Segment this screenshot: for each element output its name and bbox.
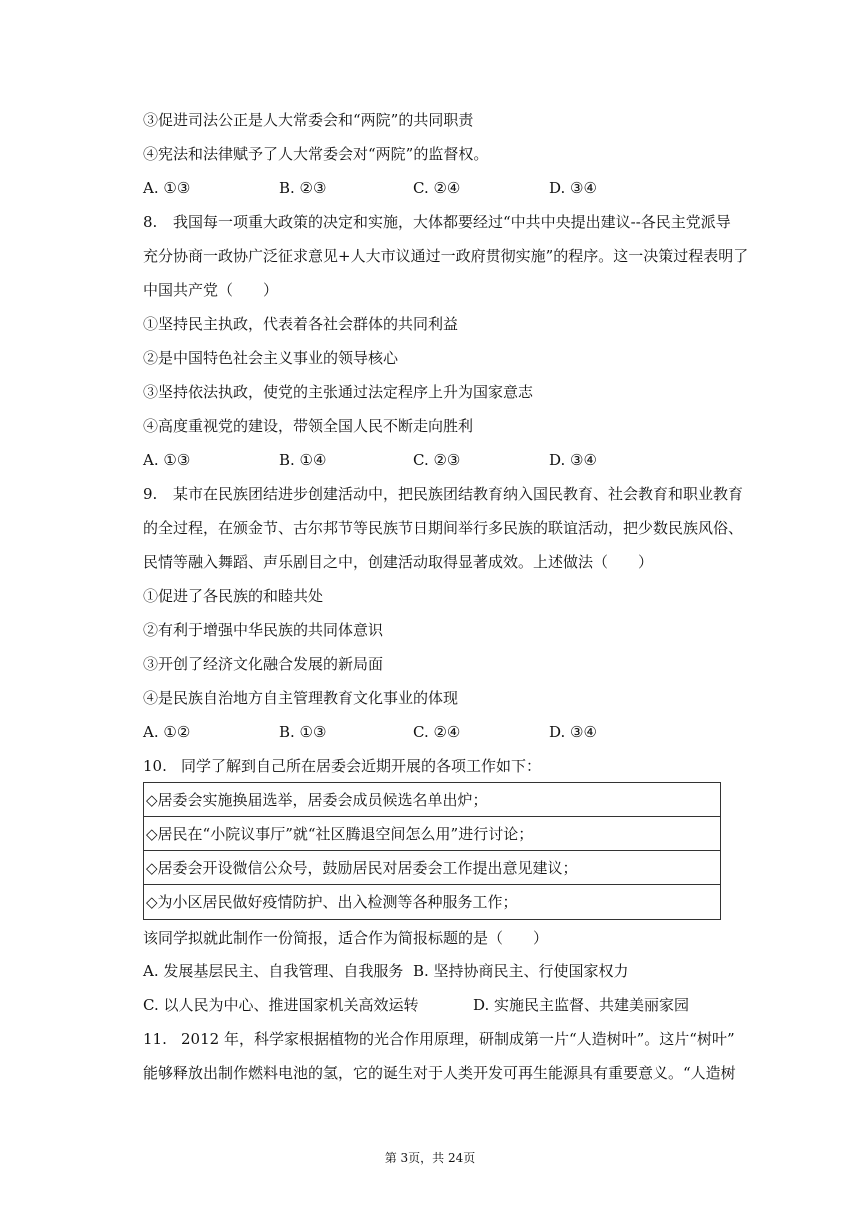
q10-material-box (143, 782, 721, 920)
q8-stem-line-3: 中国共产党（ ） (143, 281, 279, 299)
q11-stem-line-1 (143, 1029, 735, 1049)
q11-number: 11. (143, 1030, 167, 1048)
q9-stem-line-3: 民情等融入舞蹈、声乐剧目之中，创建活动取得显著成效。上述做法（ ） (143, 553, 654, 571)
q11-stem-line-2: 能够释放出制作燃料电池的氢，它的诞生对于人类开发可再生能源具有重要意义。“人造树 (143, 1064, 736, 1082)
q10-box-text: ◇居委会开设微信公众号，鼓励居民对居委会工作提出意见建议； (146, 859, 578, 877)
q10-box-row (144, 851, 720, 885)
q10-box-text: ◇居民在“小院议事厅”就“社区腾退空间怎么用”进行讨论； (146, 825, 534, 843)
q8-item-1: ①坚持民主执政，代表着各社会群体的共同利益 (143, 315, 459, 333)
q11-stem-text-1: 2012 年，科学家根据植物的光合作用原理，研制成第一片“人造树叶”。这片“树叶” (181, 1030, 735, 1048)
page-footer: 第 3页，共 24页 (384, 1151, 476, 1165)
q10-option-c[interactable]: C. 以人民为中心、推进国家机关高效运转 (143, 996, 419, 1014)
q10-number: 10. (143, 757, 167, 775)
q7-option-b[interactable]: B. ②③ (279, 179, 327, 197)
q10-options-row-2 (143, 995, 723, 1015)
q9-item-2: ②有利于增强中华民族的共同体意识 (143, 621, 384, 639)
q10-box-row (144, 783, 720, 817)
q9-stem-text-1: 某市在民族团结进步创建活动中，把民族团结教育纳入国民教育、社会教育和职业教育 (173, 485, 744, 503)
q10-option-a[interactable]: A. 发展基层民主、自我管理、自我服务 (143, 962, 404, 980)
q8-item-4: ④高度重视党的建设，带领全国人民不断走向胜利 (143, 417, 474, 435)
q7-option-c[interactable]: C. ②④ (413, 179, 461, 197)
q8-stem-line-1 (143, 212, 731, 232)
q8-option-a[interactable]: A. ①③ (143, 451, 191, 469)
q9-item-1: ①促进了各民族的和睦共处 (143, 587, 324, 605)
q8-item-3: ③坚持依法执政，使党的主张通过法定程序上升为国家意志 (143, 383, 534, 401)
q8-option-d[interactable]: D. ③④ (549, 451, 597, 469)
q9-option-b[interactable]: B. ①③ (279, 723, 327, 741)
q8-option-b[interactable]: B. ①④ (279, 451, 327, 469)
q8-number: 8. (143, 213, 158, 231)
q7-item-3: ③促进司法公正是人大常委会和“两院”的共同职责 (143, 111, 474, 129)
q8-options (143, 450, 723, 470)
q7-option-d[interactable]: D. ③④ (549, 179, 597, 197)
q8-stem-text-1: 我国每一项重大政策的决定和实施，大体都要经过“中共中央提出建议--各民主党派导 (173, 213, 731, 231)
q8-option-c[interactable]: C. ②③ (413, 451, 461, 469)
q10-option-d[interactable]: D. 实施民主监督、共建美丽家园 (473, 996, 690, 1014)
q10-options-row-1 (143, 961, 723, 981)
q10-stem-text: 同学了解到自己所在居委会近期开展的各项工作如下： (181, 757, 542, 775)
q9-number: 9. (143, 485, 158, 503)
q9-option-d[interactable]: D. ③④ (549, 723, 597, 741)
q9-option-c[interactable]: C. ②④ (413, 723, 461, 741)
q10-box-row (144, 817, 720, 851)
q7-option-a[interactable]: A. ①③ (143, 179, 191, 197)
q7-options (143, 178, 723, 198)
q10-question: 该同学拟就此制作一份简报，适合作为简报标题的是（ ） (143, 929, 549, 947)
q9-item-4: ④是民族自治地方自主管理教育文化事业的体现 (143, 689, 459, 707)
q10-option-b[interactable]: B. 坚持协商民主、行使国家权力 (413, 962, 629, 980)
q10-box-text: ◇为小区居民做好疫情防护、出入检测等各种服务工作； (146, 893, 518, 911)
q7-item-4: ④宪法和法律赋予了人大常委会对“两院”的监督权。 (143, 145, 489, 163)
q10-box-row (144, 885, 720, 919)
q9-stem-line-1 (143, 484, 743, 504)
q8-stem-line-2: 充分协商一政协广泛征求意见+人大市议通过一政府贯彻实施”的程序。这一决策过程表明了 (143, 247, 749, 265)
q10-stem-line-1 (143, 756, 541, 776)
q8-item-2: ②是中国特色社会主义事业的领导核心 (143, 349, 399, 367)
q10-box-text: ◇居委会实施换届选举，居委会成员候选名单出炉； (146, 791, 488, 809)
q9-item-3: ③开创了经济文化融合发展的新局面 (143, 655, 384, 673)
q9-stem-line-2: 的全过程，在颁金节、古尔邦节等民族节日期间举行多民族的联谊活动，把少数民族风俗、 (143, 519, 744, 537)
q9-option-a[interactable]: A. ①② (143, 723, 191, 741)
q9-options (143, 722, 723, 742)
